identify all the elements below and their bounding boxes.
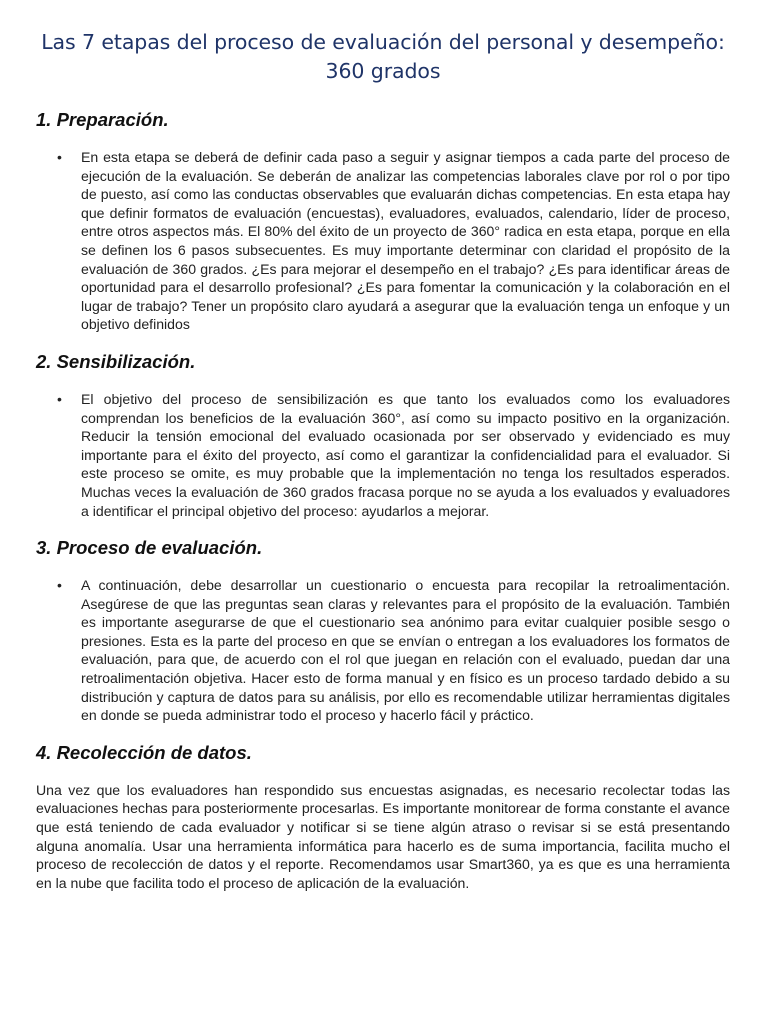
- section-heading: 4. Recolección de datos.: [36, 741, 252, 763]
- section-preparacion: [36, 108, 730, 334]
- bullet-text: A continuación, debe desarrollar un cuestionario o encuesta para recopilar la retroalimentación. Asegúrese de que las preguntas sean claras y relevantes para el propósito de la evaluación. También es importante asegurarse de que el cuestionario sea anónimo para evitar cualquier posible sesgo o presiones. Esta es la parte del proceso en que se envían o entregan a los evaluadores los formatos de evaluación, para que, de acuerdo con el rol que juegan en relación con el evaluado, puedan dar una retroalimentación objetiva. Hacer esto de forma manual y en físico es un proceso tardado debido a su distribución y captura de datos para su análisis, por ello es recomendable utilizar herramientas digitales en donde se pueda administrar todo el proceso y hacerlo fácil y práctico.: [81, 577, 730, 724]
- bullet-icon: •: [57, 390, 62, 407]
- bullet-list: [36, 148, 730, 334]
- list-item: [36, 576, 730, 725]
- bullet-text: El objetivo del proceso de sensibilización es que tanto los evaluados como los evaluadores comprendan los beneficios de la evaluación 360°, así como su impacto positivo en la organización. Reducir la tensión emocional del evaluado ocasionada por ser observado y evidenciado es muy importante para el éxito del proyecto, así como el garantizar la confidencialidad para el evaluador. Si este proceso se omite, es muy probable que la implementación no tenga los resultados esperados. Muchas veces la evaluación de 360 grados fracasa porque no se ayuda a los evaluados y evaluadores a identificar el principal objetivo del proceso: ayudarlos a mejorar.: [81, 390, 730, 519]
- document-title: Las 7 etapas del proceso de evaluación del personal y desempeño: 360 grados: [41, 30, 725, 83]
- body-paragraph: Una vez que los evaluadores han respondido sus encuestas asignadas, es necesario recolectar todas las evaluaciones hechas para posteriormente procesarlas. Es importante monitorear de forma constante el avance que está teniendo de cada evaluador y notificar si se tiene algún atraso o revisar si se está presentando alguna anomalía. Usar una herramienta informática para hacerlo es de suma importancia, facilita mucho el proceso de recolección de datos y el reporte. Recomendamos usar Smart360, ya es que es una herramienta en la nube que facilita todo el proceso de aplicación de la evaluación.: [36, 781, 730, 891]
- list-item: [36, 148, 730, 334]
- bullet-list: [36, 390, 730, 520]
- section-recoleccion-datos: [36, 741, 730, 893]
- section-heading: 3. Proceso de evaluación.: [36, 537, 263, 559]
- bullet-text: En esta etapa se deberá de definir cada paso a seguir y asignar tiempos a cada parte del proceso de ejecución de la evaluación. Se deberán de analizar las competencias laborales clave por rol o por tipo de puesto, así como las conductas observables que evaluarán dichas competencias. En esta etapa hay que definir formatos de evaluación (encuestas), evaluadores, evaluados, calendario, líder de proceso, entre otros aspectos más. El 80% del éxito de un proyecto de 360° radica en esta etapa, porque en ella se definen los 6 pasos subsecuentes. Es muy importante determinar con claridad el propósito de la evaluación de 360 grados. ¿Es para mejorar el desempeño en el trabajo? ¿Es para identificar áreas de oportunidad para el desarrollo profesional? ¿Es para fomentar la comunicación y la colaboración en el lugar de trabajo? Tener un propósito claro ayudará a asegurar que la evaluación tenga un enfoque y un objetivo definidos: [81, 149, 730, 333]
- bullet-list: [36, 576, 730, 725]
- list-item: [36, 390, 730, 520]
- section-sensibilizacion: [36, 350, 730, 520]
- bullet-icon: •: [57, 577, 62, 594]
- section-heading: 2. Sensibilización.: [36, 350, 196, 372]
- section-heading: 1. Preparación.: [36, 109, 169, 130]
- bullet-icon: •: [57, 149, 62, 165]
- section-proceso-evaluacion: [36, 536, 730, 725]
